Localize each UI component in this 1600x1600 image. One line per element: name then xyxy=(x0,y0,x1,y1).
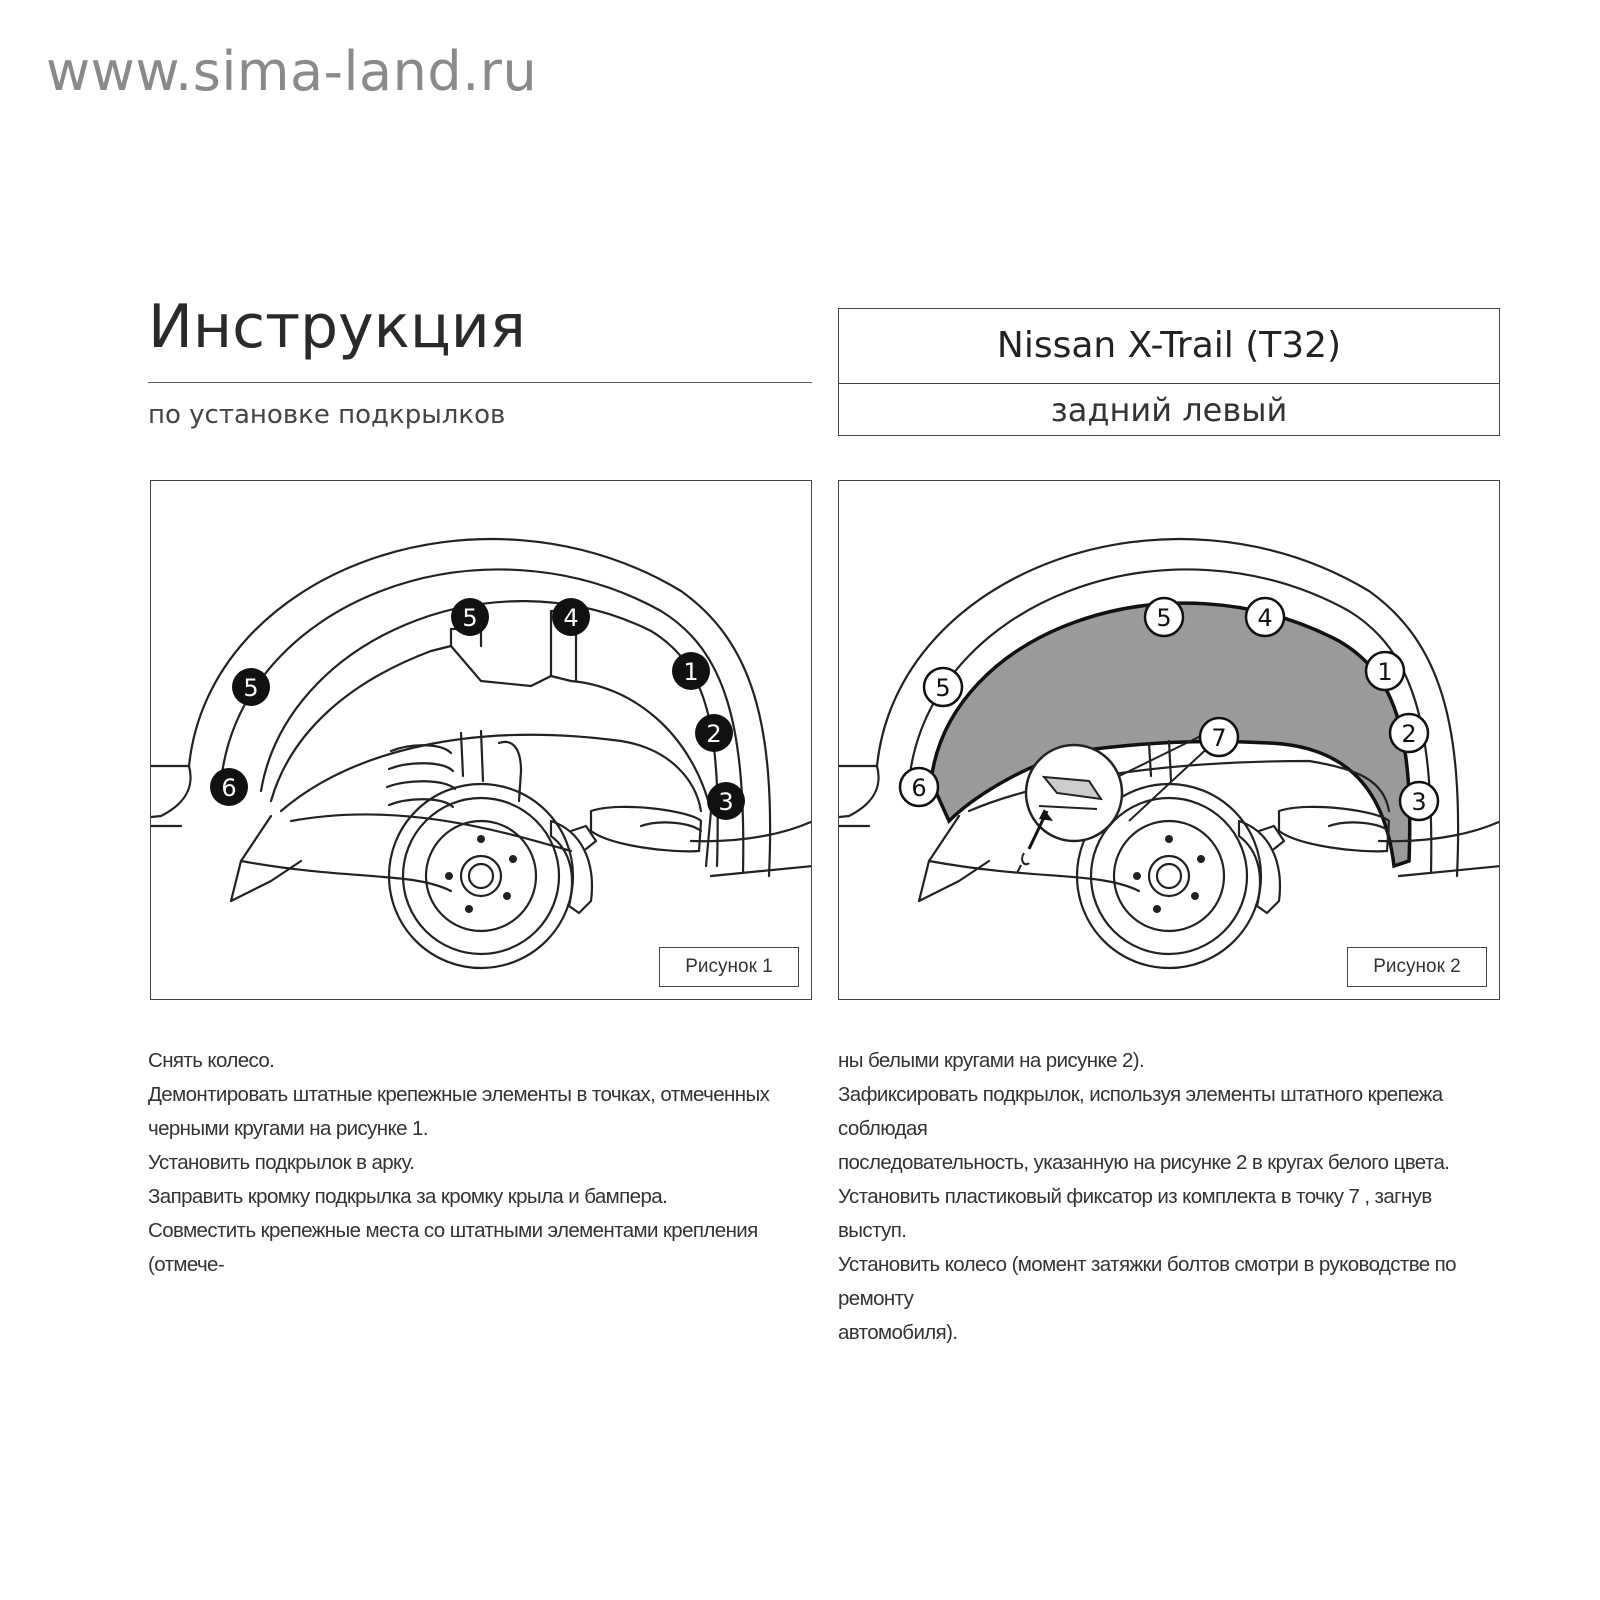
instruction-line: Снять колесо. xyxy=(148,1049,275,1072)
instruction-line: черными кругами на рисунке 1. xyxy=(148,1117,428,1140)
svg-text:1: 1 xyxy=(683,658,699,686)
instructions-left xyxy=(148,1044,812,1282)
instructions-right xyxy=(838,1044,1502,1350)
instruction-line: Установить колесо (момент затяжки болтов смотри в руководстве по ремонту xyxy=(838,1253,1456,1310)
marker-3 xyxy=(1400,782,1438,820)
instruction-line: последовательность, указанную на рисунке 2 в кругах белого цвета. xyxy=(838,1151,1450,1174)
svg-text:4: 4 xyxy=(1257,604,1273,632)
instruction-line: автомобиля). xyxy=(838,1321,958,1344)
page-title: Инструкция xyxy=(148,292,526,362)
svg-text:7: 7 xyxy=(1211,724,1227,752)
svg-text:4: 4 xyxy=(563,604,579,632)
fixator-detail xyxy=(1017,731,1213,873)
marker-5a xyxy=(1145,598,1183,636)
marker-2 xyxy=(695,714,733,752)
instruction-line: ны белыми кругами на рисунке 2). xyxy=(838,1049,1145,1072)
instruction-line: Установить пластиковый фиксатор из комплекта в точку 7 , загнув выступ. xyxy=(838,1185,1432,1242)
marker-4 xyxy=(552,598,590,636)
marker-5b xyxy=(232,668,270,706)
marker-5a xyxy=(451,598,489,636)
svg-text:5: 5 xyxy=(462,604,478,632)
svg-text:5: 5 xyxy=(243,674,259,702)
marker-6 xyxy=(900,768,938,806)
marker-1 xyxy=(672,652,710,690)
marker-1 xyxy=(1366,652,1404,690)
instruction-line: Установить подкрылок в арку. xyxy=(148,1151,415,1174)
marker-5b xyxy=(924,668,962,706)
figure-1 xyxy=(150,480,812,1000)
svg-text:2: 2 xyxy=(1401,720,1417,748)
wheel-arch-liner xyxy=(931,603,1410,866)
marker-7 xyxy=(1200,718,1238,756)
model-position: задний левый xyxy=(1050,391,1288,429)
figure-1-caption: Рисунок 1 xyxy=(659,947,799,987)
watermark: www.sima-land.ru xyxy=(46,40,538,103)
instruction-line: Зафиксировать подкрылок, используя элементы штатного крепежа соблюдая xyxy=(838,1083,1443,1140)
model-box xyxy=(838,308,1500,436)
instruction-line: Совместить крепежные места со штатными элементами крепления (отмече- xyxy=(148,1219,758,1276)
marker-4 xyxy=(1246,598,1284,636)
model-name: Nissan X-Trail (T32) xyxy=(839,309,1499,384)
svg-text:5: 5 xyxy=(1156,604,1172,632)
svg-text:6: 6 xyxy=(911,774,927,802)
page-subtitle: по установке подкрылков xyxy=(148,400,506,430)
title-divider xyxy=(148,382,812,383)
svg-text:1: 1 xyxy=(1377,658,1393,686)
figure-1-drawing xyxy=(151,481,812,1000)
svg-text:3: 3 xyxy=(1411,788,1427,816)
marker-6 xyxy=(210,768,248,806)
figure-2 xyxy=(838,480,1500,1000)
svg-text:3: 3 xyxy=(718,788,734,816)
marker-2 xyxy=(1390,714,1428,752)
instruction-line: Демонтировать штатные крепежные элементы в точках, отмеченных xyxy=(148,1083,770,1106)
instruction-line: Заправить кромку подкрылка за кромку крыла и бампера. xyxy=(148,1185,668,1208)
svg-text:6: 6 xyxy=(221,774,237,802)
figure-2-drawing xyxy=(839,481,1500,1000)
marker-3 xyxy=(707,782,745,820)
figure-2-caption: Рисунок 2 xyxy=(1347,947,1487,987)
svg-text:5: 5 xyxy=(935,674,951,702)
svg-text:2: 2 xyxy=(706,720,722,748)
